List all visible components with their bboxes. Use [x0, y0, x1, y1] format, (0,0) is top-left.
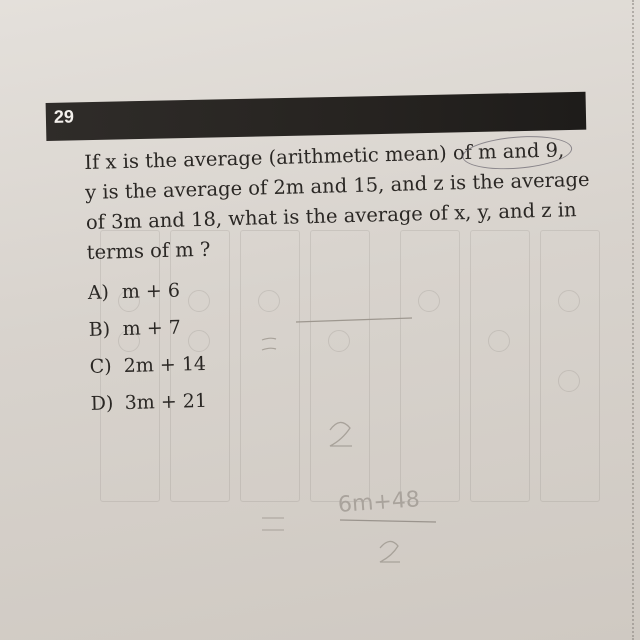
question-number: 29 [53, 106, 75, 127]
pencil-equals-top [262, 338, 276, 350]
pencil-digit-2-upper [330, 422, 352, 446]
choice-letter: C) [89, 355, 112, 378]
choice-text: 3m + 21 [124, 389, 208, 415]
choice-letter: D) [90, 392, 114, 415]
choice-text: 2m + 14 [123, 352, 207, 378]
choice-letter: B) [88, 318, 111, 341]
stem-line-2: y is the average of 2m and 15, and z is the average [84, 167, 590, 204]
stem-line-3: of 3m and 18, what is the average of x, y, and z in [85, 198, 577, 234]
pencil-numerator: 6m+48 [337, 487, 421, 518]
pencil-fraction-line [340, 520, 436, 522]
choice-letter: A) [87, 281, 110, 304]
choice-text: m + 7 [122, 316, 182, 341]
stem-line-1: If x is the average (arithmetic mean) of m and 9, [84, 138, 565, 174]
choice-text: m + 6 [121, 279, 181, 304]
stem-line-4: terms of m ? [86, 237, 211, 264]
pencil-fraction-line-top [296, 318, 412, 322]
